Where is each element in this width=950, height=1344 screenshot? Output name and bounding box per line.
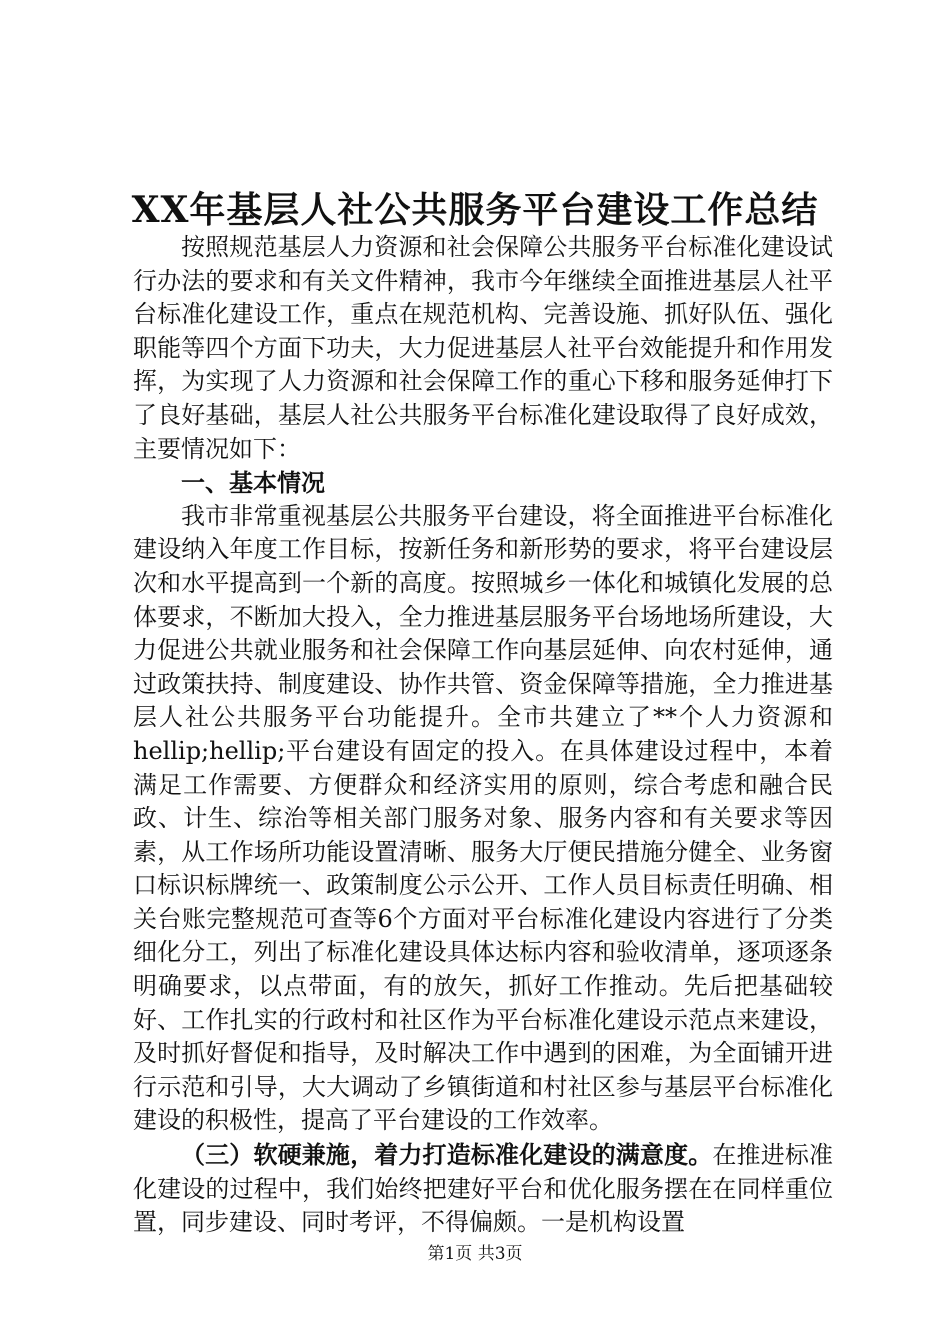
section-heading-basic-situation: 一、基本情况: [181, 468, 325, 498]
page-footer: 第1页 共3页: [427, 1244, 523, 1264]
section-three-paragraph: [133, 1138, 833, 1240]
section-three-lead: （三）软硬兼施，着力打造标准化建设的满意度。: [181, 1140, 713, 1170]
document-body: [133, 231, 833, 1240]
section-three-body: 在推进标准化建设的过程中，我们始终把建好平台和优化服务摆在在同样重位置，同步建设、同时考评，不得偏颇。一是机构设置: [133, 1141, 834, 1237]
intro-paragraph: 按照规范基层人力资源和社会保障公共服务平台标准化建设试行办法的要求和有关文件精神，我市今年继续全面推进基层人社平台标准化建设工作，重点在规范机构、完善设施、抓好队伍、强化职能等四个方面下功夫，大力促进基层人社平台效能提升和作用发挥，为实现了人力资源和社会保障工作的重心下移和服务延伸打下了良好基础，基层人社公共服务平台标准化建设取得了良好成效，主要情况如下：: [133, 233, 833, 463]
basic-situation-paragraph: 我市非常重视基层公共服务平台建设，将全面推进平台标准化建设纳入年度工作目标，按新任务和新形势的要求，将平台建设层次和水平提高到一个新的高度。按照城乡一体化和城镇化发展的总体要求，不断加大投入，全力推进基层服务平台场地场所建设，大力促进公共就业服务和社会保障工作向基层延伸、向农村延伸，通过政策扶持、制度建设、协作共管、资金保障等措施，全力推进基层人社公共服务平台功能提升。全市共建立了**个人力资源和hellip;hellip;平台建设有固定的投入。在具体建设过程中，本着满足工作需要、方便群众和经济实用的原则，综合考虑和融合民政、计生、综治等相关部门服务对象、服务内容和有关要求等因素，从工作场所功能设置清晰、服务大厅便民措施分健全、业务窗口标识标牌统一、政策制度公示公开、工作人员目标责任明确、相关台账完整规范可查等6个方面对平台标准化建设内容进行了分类细化分工，列出了标准化建设具体达标内容和验收清单，逐项逐条明确要求，以点带面，有的放矢，抓好工作推动。先后把基础较好、工作扎实的行政村和社区作为平台标准化建设示范点来建设，及时抓好督促和指导，及时解决工作中遇到的困难，为全面铺开进行示范和引导，大大调动了乡镇街道和村社区参与基层平台标准化建设的积极性，提高了平台建设的工作效率。: [133, 501, 833, 1135]
document-title: XX年基层人社公共服务平台建设工作总结: [131, 189, 819, 231]
